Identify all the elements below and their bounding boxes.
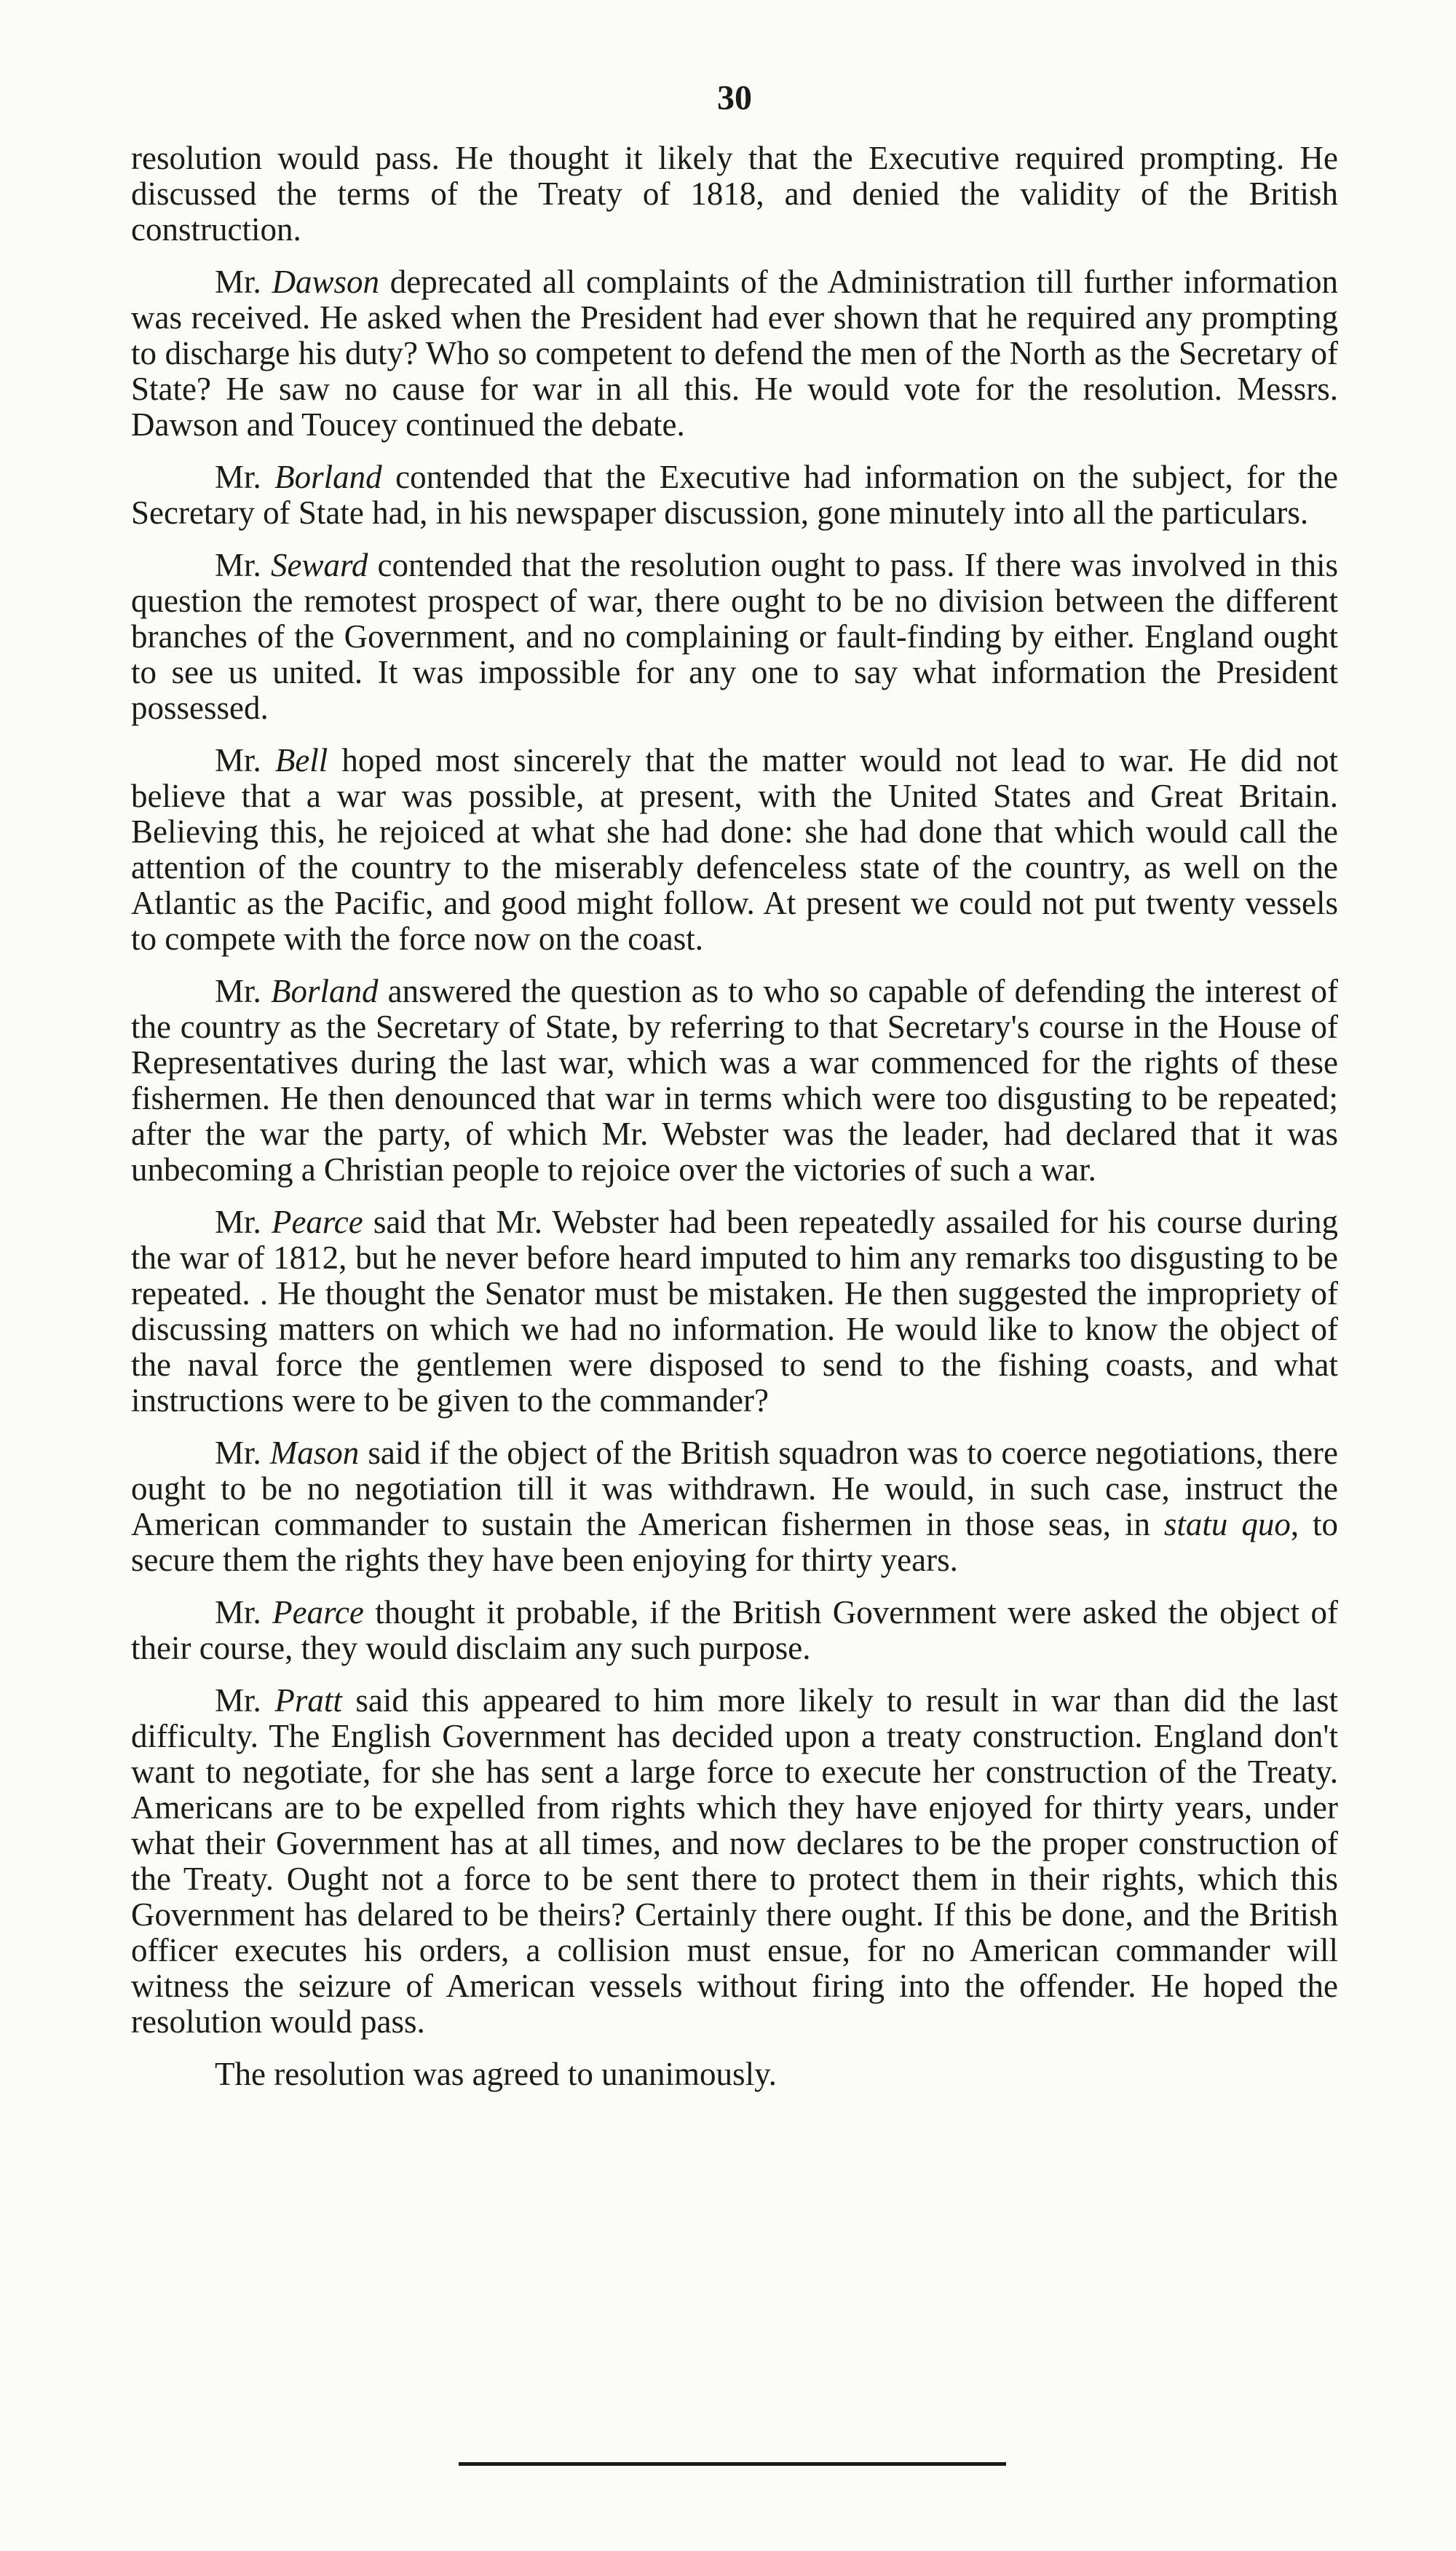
paragraph-text: contended that the resolution ought to pass. If there was involved in this question the remotest prospect of war, there ought to be no division between the different branches of the Government, and no complaining or fault-finding by either. England ought to see us united. It was impossible for any one to say what information the President possessed. xyxy=(131,547,1339,726)
closing-rule xyxy=(459,2462,1006,2466)
latin-phrase: statu quo xyxy=(1163,1506,1291,1542)
paragraph-5 xyxy=(131,743,1338,957)
paragraph-text: answered the question as to who so capable of defending the interest of the country as the Secretary of State, by referring to that Secretary's course in the House of Representatives during the last war, which was a war commenced for the rights of these fishermen. He then denounced that war in terms which were too disgusting to be repeated; after the war the party, of which Mr. Webster was the leader, had declared that it was unbecoming a Christian people to rejoice over the victories of such a war. xyxy=(131,973,1338,1188)
speaker-name: Dawson xyxy=(272,264,380,300)
page-number: 30 xyxy=(717,79,752,117)
paragraph-7 xyxy=(131,1204,1338,1419)
speaker-prefix: Mr. xyxy=(215,1594,273,1631)
paragraph-4 xyxy=(131,548,1338,726)
speaker-prefix: Mr. xyxy=(215,973,271,1009)
speaker-name: Mason xyxy=(269,1435,360,1471)
paragraph-2 xyxy=(131,264,1338,443)
paragraph-text: resolution would pass. He thought it likely that the Executive required prompting. He discussed the terms of the Treaty of 1818, and denied the validity of the British construction. xyxy=(131,140,1338,248)
paragraph-3 xyxy=(131,460,1338,531)
paragraph-11 xyxy=(131,2057,1338,2092)
paragraph-6 xyxy=(131,974,1338,1188)
speaker-prefix: Mr. xyxy=(215,1204,272,1240)
speaker-prefix: Mr. xyxy=(215,264,272,300)
paragraph-text: hoped most sincerely that the matter would not lead to war. He did not believe that a war was possible, at present, with the United States and Great Britain. Believing this, he rejoiced at what she had done: she had done that which would call the attention of the country to the miserably defenceless state of the country, as well on the Atlantic as the Pacific, and good might follow. At present we could not put twenty vessels to compete with the force now on the coast. xyxy=(131,742,1338,957)
speaker-name: Pratt xyxy=(274,1682,342,1719)
document-page xyxy=(131,80,1338,2109)
paragraph-text: deprecated all complaints of the Administration till further information was received. He asked when the President had ever shown that he required any prompting to discharge his duty? Who so competent to defend the men of the North as the Secretary of State? He saw no cause for war in all this. He would vote for the resolution. Messrs. Dawson and Toucey continued the debate. xyxy=(131,264,1339,443)
paragraph-9 xyxy=(131,1595,1338,1666)
speaker-name: Borland xyxy=(270,973,379,1009)
speaker-name: Pearce xyxy=(271,1204,363,1240)
speaker-prefix: Mr. xyxy=(215,1435,270,1471)
speaker-name: Borland xyxy=(274,459,382,495)
paragraph-text: contended that the Executive had information on the subject, for the Secretary of State had, in his newspaper discussion, gone minutely into all the particulars. xyxy=(131,459,1338,531)
paragraph-1 xyxy=(131,141,1338,248)
speaker-name: Pearce xyxy=(272,1594,364,1631)
paragraph-text: thought it probable, if the British Government were asked the object of their course, they would disclaim any such purpose. xyxy=(131,1594,1338,1666)
speaker-prefix: Mr. xyxy=(215,742,275,778)
speaker-name: Seward xyxy=(270,547,368,583)
paragraph-8 xyxy=(131,1435,1338,1578)
speaker-prefix: Mr. xyxy=(215,459,275,495)
paragraph-text: The resolution was agreed to unanimously. xyxy=(215,2056,777,2092)
paragraph-text: , to secure them the rights they have been enjoying for thirty years. xyxy=(131,1506,1338,1578)
speaker-name: Bell xyxy=(274,742,328,778)
paragraph-text: said that Mr. Webster had been repeatedly assailed for his course during the war of 1812, but he never before heard imputed to him any remarks too disgusting to be repeated. . He thought the Senator must be mistaken. He then suggested the impropriety of discussing matters on which we had no information. He would like to know the object of the naval force the gentlemen were disposed to send to the fishing coasts, and what instructions were to be given to the commander? xyxy=(131,1204,1338,1419)
speaker-prefix: Mr. xyxy=(215,1682,275,1719)
paragraph-text: said this appeared to him more likely to result in war than did the last difficulty. The English Government has decided upon a treaty construction. England don't want to negotiate, for she has sent a large force to execute her construction of the Treaty. Americans are to be expelled from rights which they have enjoyed for thirty years, under what their Government has at all times, and now declares to be the proper construction of the Treaty. Ought not a force to be sent there to protect them in their rights, which this Government has delared to be theirs? Certainly there ought. If this be done, and the British officer executes his orders, a collision must ensue, for no American commander will witness the seizure of American vessels without firing into the offender. He hoped the resolution would pass. xyxy=(131,1682,1338,2040)
paragraph-text: said if the object of the British squadron was to coerce negotiations, there ought to be no negotiation till it was withdrawn. He would, in such case, instruct the American commander to sustain the American fishermen in those seas, in xyxy=(131,1435,1338,1542)
speaker-prefix: Mr. xyxy=(215,547,271,583)
paragraph-10 xyxy=(131,1683,1338,2040)
